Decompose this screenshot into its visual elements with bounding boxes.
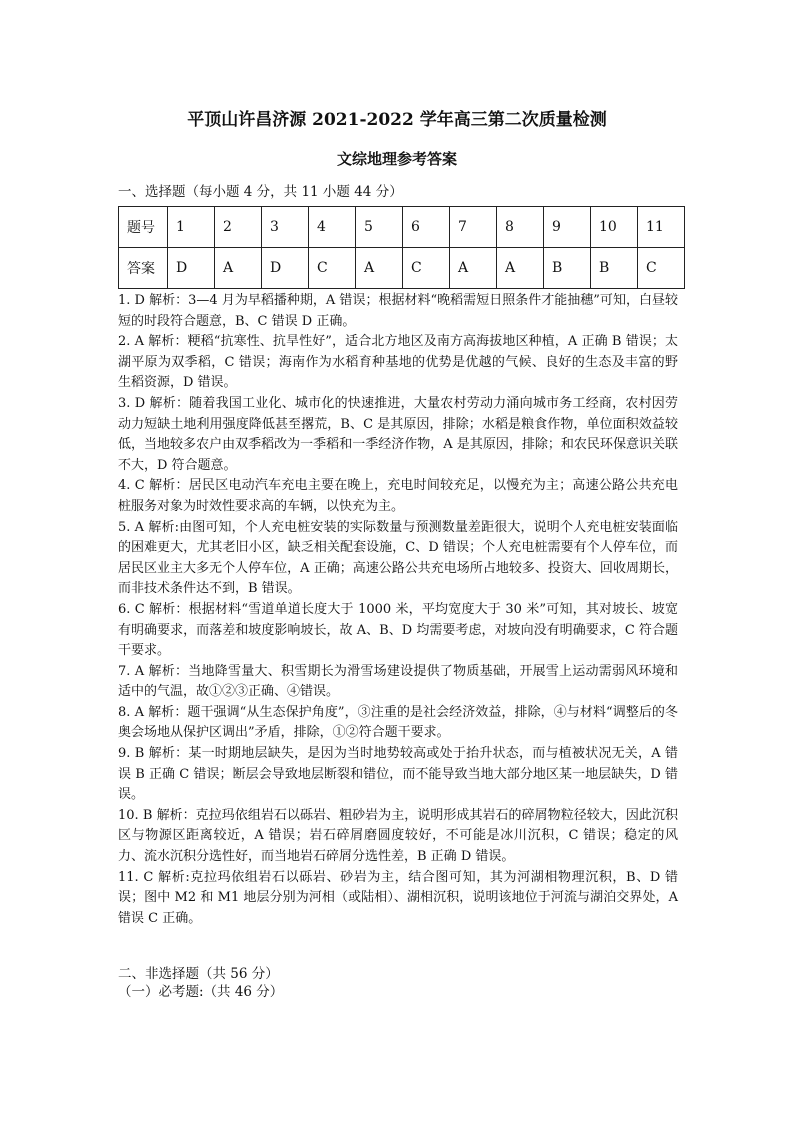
table-cell: C bbox=[403, 248, 450, 289]
explanation-7: 7. A 解析：当地降雪量大、积雪期长为滑雪场建设提供了物质基础，开展雪上运动需弱风环境和适中的气温，故①②③正确、④错误。 bbox=[118, 663, 678, 700]
explanation-9: 9. B 解析：某一时期地层缺失，是因为当时地势较高或处于抬升状态，而与植被状况无关，A 错误 B 正确 C 错误；断层会导致地层断裂和错位，而不能导致当地大部分地区某一地层缺失，D 错误。 bbox=[118, 746, 678, 803]
table-cell: 9 bbox=[544, 207, 591, 248]
table-cell: 2 bbox=[215, 207, 262, 248]
explanation-2: 2. A 解析：粳稻“抗寒性、抗旱性好”，适合北方地区及南方高海拔地区种植，A 正确 B 错误；太湖平原为双季稻，C 错误；海南作为水稻育种基地的优势是优越的气候、良好的生态及丰富的野生稻资源，D 错误。 bbox=[118, 334, 678, 391]
table-cell: 10 bbox=[591, 207, 638, 248]
table-row-answers bbox=[119, 248, 685, 289]
table-cell: A bbox=[497, 248, 544, 289]
table-cell: 7 bbox=[450, 207, 497, 248]
table-cell: 1 bbox=[168, 207, 215, 248]
table-cell: A bbox=[215, 248, 262, 289]
page-subtitle: 文综地理参考答案 bbox=[336, 150, 457, 168]
row-header-answer: 答案 bbox=[119, 248, 168, 289]
explanation-4: 4. C 解析：居民区电动汽车充电主要在晚上，充电时间较充足，以慢充为主；高速公路公共充电桩服务对象为时效性要求高的车辆，以快充为主。 bbox=[118, 478, 678, 514]
table-cell: 4 bbox=[309, 207, 356, 248]
table-cell: B bbox=[591, 248, 638, 289]
table-cell: A bbox=[450, 248, 497, 289]
table-cell: B bbox=[544, 248, 591, 289]
table-cell: 8 bbox=[497, 207, 544, 248]
page-title: 平顶山许昌济源 2021-2022 学年高三第二次质量检测 bbox=[187, 110, 607, 130]
explanation-11: 11. C 解析:克拉玛依组岩石以砾岩、砂岩为主，结合图可知，其为河湖相物理沉积，B、D 错误；图中 M2 和 M1 地层分别为河相（或陆相）、湖相沉积，说明该地位于河流与湖泊交界处，A 错误 C 正确。 bbox=[118, 869, 678, 926]
table-cell: A bbox=[356, 248, 403, 289]
table-cell: 6 bbox=[403, 207, 450, 248]
section-heading-choice: 一、选择题（每小题 4 分，共 11 小题 44 分） bbox=[118, 184, 403, 200]
table-cell: 11 bbox=[638, 207, 685, 248]
section-heading-required: （一）必考题:（共 46 分） bbox=[118, 984, 284, 1000]
explanation-3: 3. D 解析：随着我国工业化、城市化的快速推进，大量农村劳动力涌向城市务工经商，农村因劳动力短缺土地利用强度降低甚至撂荒，B、C 是其原因，排除；水稻是粮食作物，单位面积效益较低，当地较多农户由双季稻改为一季稻和一季经济作物，A 是其原因，排除；和农民环保意识关联不大，D 符合题意。 bbox=[118, 395, 678, 473]
explanation-8: 8. A 解析：题干强调“从生态保护角度”，③注重的是社会经济效益，排除，④与材料“调整后的冬奥会场地从保护区调出”矛盾，排除，①②符合题干要求。 bbox=[118, 704, 678, 741]
table-cell: 3 bbox=[262, 207, 309, 248]
table-cell: D bbox=[168, 248, 215, 289]
row-header-number: 题号 bbox=[119, 207, 168, 248]
answer-table bbox=[118, 206, 685, 289]
table-cell: 5 bbox=[356, 207, 403, 248]
explanations bbox=[118, 291, 678, 929]
explanation-1: 1. D 解析：3—4 月为早稻播种期，A 错误；根据材料“晚稻需短日照条件才能抽穗”可知，白昼较短的时段符合题意，B、C 错误 D 正确。 bbox=[118, 293, 678, 329]
table-cell: C bbox=[638, 248, 685, 289]
table-cell: C bbox=[309, 248, 356, 289]
table-row-numbers bbox=[119, 207, 685, 248]
explanation-6: 6. C 解析：根据材料“雪道单道长度大于 1000 米，平均宽度大于 30 米”可知，其对坡长、坡宽有明确要求，而落差和坡度影响坡长，故 A、B、D 均需要考虑，对坡向没有明确要求，C 符合题干要求。 bbox=[118, 601, 679, 659]
table-cell: D bbox=[262, 248, 309, 289]
explanation-10: 10. B 解析：克拉玛依组岩石以砾岩、粗砂岩为主，说明形成其岩石的碎屑物粒径较大，因此沉积区与物源区距离较近，A 错误；岩石碎屑磨圆度较好，不可能是冰川沉积，C 错误；稳定的风力、流水沉积分选性好，而当地岩石碎屑分选性差，B 正确 D 错误。 bbox=[118, 807, 678, 865]
explanation-5: 5. A 解析:由图可知，个人充电桩安装的实际数量与预测数量差距很大，说明个人充电桩安装面临的困难更大，尤其老旧小区，缺乏相关配套设施，C、D 错误；个人充电桩需要有个人停车位，而居民区业主大多无个人停车位，A 正确；高速公路公共充电场所占地较多、投资大、回收周期长，而非技术条件达不到，B 错误。 bbox=[118, 519, 678, 597]
section-heading-nonchoice: 二、非选择题（共 56 分） bbox=[118, 966, 279, 982]
